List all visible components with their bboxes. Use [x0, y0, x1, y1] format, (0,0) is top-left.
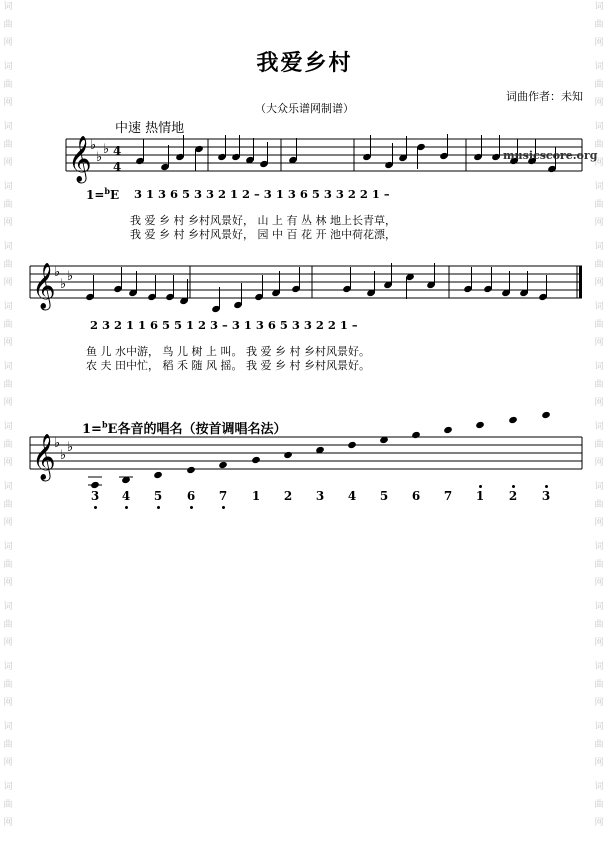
- scale-note: [283, 451, 293, 459]
- lower-octave-dot: [157, 506, 160, 509]
- watermark-char: 网: [594, 518, 604, 528]
- scale-number: 3: [90, 489, 100, 503]
- watermark-char: 词: [594, 662, 604, 672]
- watermark-char: 词: [3, 602, 13, 612]
- watermark-char: 词: [594, 542, 604, 552]
- watermark-char: 网: [594, 698, 604, 708]
- scale-number: 5: [153, 489, 163, 503]
- scale-note: [186, 466, 196, 474]
- watermark-char: 曲: [594, 20, 604, 30]
- watermark-char: 词: [3, 362, 13, 372]
- watermark-char: 词: [594, 362, 604, 372]
- scale-number: 1: [251, 489, 261, 503]
- watermark-char: 曲: [594, 800, 604, 810]
- watermark-char: 网: [3, 698, 13, 708]
- upper-octave-dot: [512, 485, 515, 488]
- watermark-char: 曲: [3, 20, 13, 30]
- watermark-char: 曲: [3, 380, 13, 390]
- key-signature: [86, 186, 119, 202]
- treble-clef: 𝄞: [32, 263, 56, 309]
- watermark-char: 词: [3, 62, 13, 72]
- scale-note: [541, 411, 551, 419]
- watermark-char: 曲: [594, 740, 604, 750]
- watermark-char: 网: [594, 278, 604, 288]
- scale-number: 7: [218, 489, 228, 503]
- scale-note: [475, 421, 485, 429]
- final-barline: [579, 266, 582, 298]
- watermark-char: 网: [594, 338, 604, 348]
- watermark-char: 网: [3, 638, 13, 648]
- watermark-char: 词: [3, 122, 13, 132]
- watermark-char: 曲: [3, 680, 13, 690]
- watermark-char: 词: [3, 662, 13, 672]
- watermark-char: 网: [594, 758, 604, 768]
- page-title: 我爱乡村: [256, 50, 353, 76]
- watermark-char: 词: [3, 782, 13, 792]
- watermark-char: 词: [594, 182, 604, 192]
- watermark-char: 曲: [3, 620, 13, 630]
- jianpu-line-1: 3 1 3 6 5 3 3 2 1 2 – 3 1 3 6 5 3 3 2 2 1 –: [134, 187, 390, 201]
- watermark-char: 词: [594, 302, 604, 312]
- watermark-char: 曲: [594, 560, 604, 570]
- watermark-char: 词: [594, 242, 604, 252]
- watermark-char: 曲: [594, 260, 604, 270]
- watermark-char: 曲: [3, 560, 13, 570]
- watermark-char: 网: [3, 38, 13, 48]
- watermark-char: 曲: [594, 320, 604, 330]
- watermark-char: 网: [3, 278, 13, 288]
- watermark-char: 网: [594, 458, 604, 468]
- scale-number: 5: [379, 489, 389, 503]
- watermark-char: 网: [594, 98, 604, 108]
- scale-number: 7: [443, 489, 453, 503]
- flat-sign: ♭: [67, 440, 74, 455]
- lower-octave-dot: [94, 506, 97, 509]
- scale-key-letter: E: [107, 422, 118, 437]
- watermark-char: 词: [594, 422, 604, 432]
- flat-sign: ♭: [54, 265, 61, 280]
- lower-octave-dot: [190, 506, 193, 509]
- flat-sign: ♭: [67, 269, 74, 284]
- watermark-char: 词: [3, 542, 13, 552]
- watermark-char: 曲: [594, 80, 604, 90]
- upper-octave-dot: [545, 485, 548, 488]
- scale-number: 3: [315, 489, 325, 503]
- watermark-char: 词: [3, 482, 13, 492]
- watermark-char: 网: [594, 38, 604, 48]
- watermark-char: 曲: [3, 440, 13, 450]
- scale-note: [347, 441, 357, 449]
- scale-note: [153, 471, 163, 479]
- watermark-char: 曲: [3, 740, 13, 750]
- scale-note: [218, 461, 228, 469]
- flat-sign: ♭: [60, 448, 67, 463]
- lower-octave-dot: [125, 506, 128, 509]
- watermark-char: 曲: [594, 140, 604, 150]
- scale-note: [90, 481, 100, 489]
- composer-credit: 词曲作者：未知: [506, 90, 583, 103]
- scale-number: 1: [475, 489, 485, 503]
- scale-key-prefix: 1=: [82, 422, 102, 437]
- producer-credit: （大众乐谱网制谱）: [255, 102, 354, 115]
- lyrics-line-2b: 农 夫 田中忙， 稻 禾 随 风 摇。 我 爱 乡 村 乡村风景好。: [86, 359, 370, 372]
- flat-sign: ♭: [90, 138, 97, 153]
- key-prefix: 1=: [86, 188, 105, 202]
- lyrics-line-2a: 鱼 儿 水中游， 鸟 儿 树 上 叫。 我 爱 乡 村 乡村风景好。: [86, 345, 370, 358]
- watermark-char: 网: [594, 818, 604, 828]
- watermark-char: 词: [594, 62, 604, 72]
- key-letter: E: [110, 188, 120, 202]
- watermark-char: 曲: [594, 500, 604, 510]
- watermark-char: 曲: [3, 260, 13, 270]
- watermark-char: 词: [3, 302, 13, 312]
- flat-sign: ♭: [54, 436, 61, 451]
- scale-number: 6: [186, 489, 196, 503]
- watermark-char: 曲: [3, 80, 13, 90]
- watermark-char: 网: [3, 398, 13, 408]
- watermark-char: 曲: [594, 620, 604, 630]
- site-watermark: musicscore.org: [503, 149, 598, 162]
- watermark-char: 网: [3, 218, 13, 228]
- upper-octave-dot: [479, 485, 482, 488]
- scale-note: [443, 426, 453, 434]
- scale-note: [251, 456, 261, 464]
- watermark-char: 网: [3, 818, 13, 828]
- watermark-char: 网: [594, 578, 604, 588]
- tempo-marking: 中速 热情地: [115, 121, 185, 136]
- watermark-char: 网: [3, 458, 13, 468]
- watermark-char: 词: [594, 782, 604, 792]
- flat-sign: ♭: [60, 277, 67, 292]
- watermark-char: 词: [3, 2, 13, 12]
- flat-sign: ♭: [103, 142, 110, 157]
- watermark-char: 网: [594, 638, 604, 648]
- time-signature-bottom: 4: [113, 160, 122, 174]
- watermark-char: 词: [594, 602, 604, 612]
- scale-number: 2: [508, 489, 518, 503]
- watermark-char: 网: [594, 218, 604, 228]
- watermark-char: 词: [594, 722, 604, 732]
- watermark-char: 曲: [3, 140, 13, 150]
- watermark-char: 词: [594, 2, 604, 12]
- scale-number: 2: [283, 489, 293, 503]
- lower-octave-dot: [222, 506, 225, 509]
- watermark-char: 词: [594, 122, 604, 132]
- watermark-char: 网: [3, 98, 13, 108]
- watermark-char: 曲: [594, 380, 604, 390]
- watermark-char: 曲: [3, 800, 13, 810]
- scale-note: [411, 431, 421, 439]
- watermark-char: 曲: [3, 500, 13, 510]
- lyrics-line-1b: 我 爱 乡 村 乡村风景好， 园 中 百 花 开 池中荷花漂，: [130, 228, 396, 241]
- watermark-char: 网: [3, 338, 13, 348]
- watermark-char: 词: [3, 182, 13, 192]
- treble-clef: 𝄞: [68, 136, 92, 182]
- treble-clef: 𝄞: [32, 434, 56, 480]
- watermark-char: 网: [594, 158, 604, 168]
- scale-number: 4: [347, 489, 357, 503]
- jianpu-line-2: 2 3 2 1 1 6 5 5 1 2 3 – 3 1 3 6 5 3 3 2 2 1 –: [90, 318, 358, 332]
- watermark-char: 网: [3, 758, 13, 768]
- scale-number: 3: [541, 489, 551, 503]
- scale-number: 6: [411, 489, 421, 503]
- watermark-char: 网: [3, 578, 13, 588]
- watermark-char: 曲: [3, 200, 13, 210]
- watermark-char: 网: [3, 518, 13, 528]
- scale-heading: [82, 418, 286, 437]
- key-flat: b: [104, 186, 110, 196]
- lyrics-line-1a: 我 爱 乡 村 乡村风景好， 山 上 有 丛 林 地上长青草，: [130, 214, 396, 227]
- flat-sign: ♭: [96, 150, 103, 165]
- watermark-char: 词: [3, 242, 13, 252]
- scale-number: 4: [121, 489, 131, 503]
- watermark-char: 词: [3, 722, 13, 732]
- time-signature-top: 4: [113, 144, 122, 158]
- watermark-char: 网: [594, 398, 604, 408]
- watermark-char: 曲: [594, 200, 604, 210]
- watermark-char: 曲: [594, 440, 604, 450]
- scale-note: [508, 416, 518, 424]
- watermark-char: 词: [594, 482, 604, 492]
- scale-key-flat: b: [101, 419, 108, 430]
- watermark-char: 词: [3, 422, 13, 432]
- watermark-char: 网: [3, 158, 13, 168]
- watermark-char: 曲: [594, 680, 604, 690]
- scale-title-text: 各音的唱名（按首调唱名法）: [117, 422, 287, 437]
- watermark-char: 曲: [3, 320, 13, 330]
